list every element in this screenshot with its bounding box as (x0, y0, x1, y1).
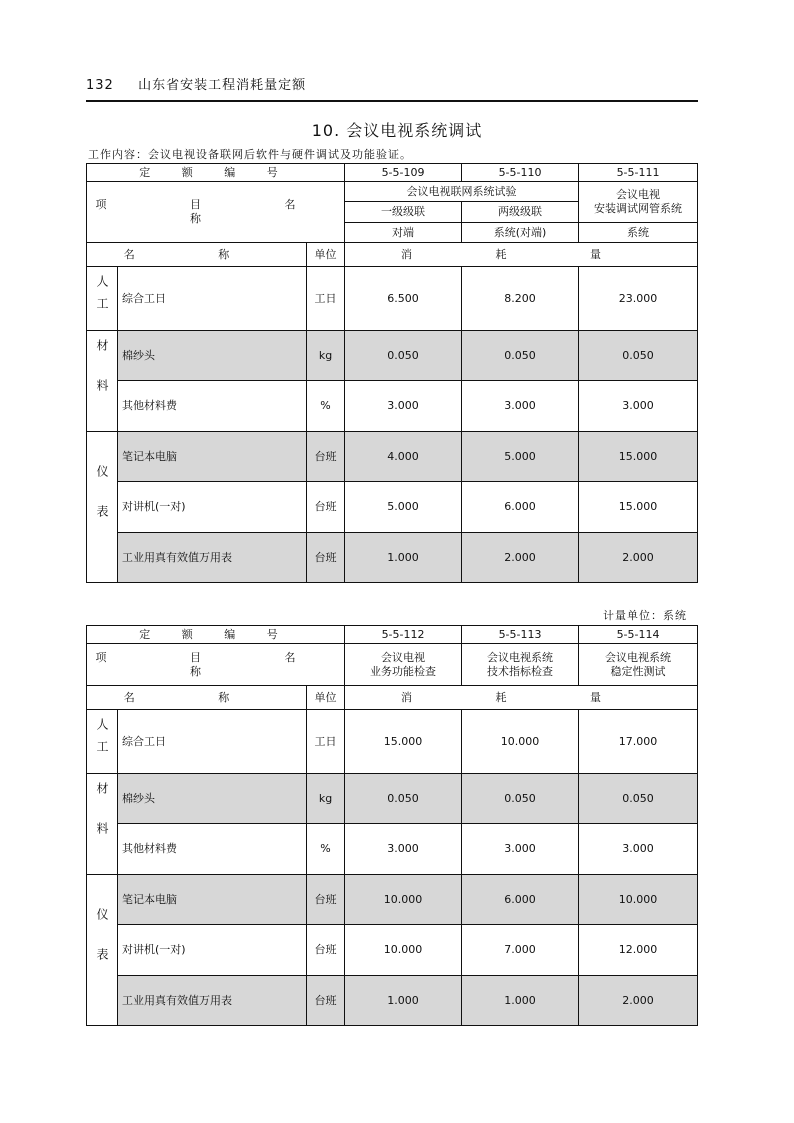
value-cell: 17.000 (579, 710, 698, 774)
item-name: 一级级联 (345, 202, 462, 223)
value-cell: 8.200 (462, 267, 579, 331)
value-cell: 3.000 (579, 381, 698, 432)
item-name: 会议电视 安装调试网管系统 (579, 182, 698, 223)
table-row (87, 976, 698, 1026)
resource-unit: kg (307, 774, 345, 824)
group-label-material: 材料 (95, 782, 109, 862)
item-name: 两级级联 (462, 202, 579, 223)
table-row (87, 774, 698, 824)
value-cell: 6.500 (345, 267, 462, 331)
table-row (87, 824, 698, 875)
item-unit: 系统 (579, 223, 698, 243)
value-cell: 10.000 (345, 925, 462, 976)
unit-label: 单位 (307, 243, 345, 267)
value-cell: 12.000 (579, 925, 698, 976)
item-unit: 系统(对端) (462, 223, 579, 243)
value-cell: 3.000 (579, 824, 698, 875)
resource-name: 工业用真有效值万用表 (118, 533, 307, 583)
page-header (86, 74, 698, 101)
table-row (87, 482, 698, 533)
page-number: 132 (86, 78, 114, 93)
value-cell: 0.050 (462, 774, 579, 824)
resource-name: 综合工日 (118, 710, 307, 774)
value-cell: 15.000 (579, 482, 698, 533)
resource-name: 笔记本电脑 (118, 432, 307, 482)
table-row (87, 267, 698, 331)
group-header: 会议电视联网系统试验 (345, 182, 579, 202)
table-row (87, 710, 698, 774)
consumption-label: 消 耗 量 (345, 686, 698, 710)
item-name-label: 项 目 名 称 (87, 182, 345, 243)
resource-name: 棉纱头 (118, 774, 307, 824)
value-cell: 1.000 (345, 976, 462, 1026)
table-row (87, 432, 698, 482)
value-cell: 1.000 (345, 533, 462, 583)
value-cell: 6.000 (462, 875, 579, 925)
table-row (87, 533, 698, 583)
value-cell: 0.050 (462, 331, 579, 381)
value-cell: 2.000 (579, 533, 698, 583)
resource-name: 对讲机(一对) (118, 925, 307, 976)
group-label-labor: 人工 (95, 717, 109, 762)
header-rule (86, 100, 698, 102)
resource-unit: 台班 (307, 482, 345, 533)
quota-code: 5-5-114 (579, 626, 698, 644)
value-cell: 0.050 (345, 331, 462, 381)
value-cell: 6.000 (462, 482, 579, 533)
resource-name: 综合工日 (118, 267, 307, 331)
table-row (87, 925, 698, 976)
value-cell: 0.050 (345, 774, 462, 824)
name-label: 名 称 (87, 243, 307, 267)
item-unit: 对端 (345, 223, 462, 243)
value-cell: 3.000 (345, 824, 462, 875)
value-cell: 3.000 (345, 381, 462, 432)
consumption-label: 消 耗 量 (345, 243, 698, 267)
group-label-instrument: 仪表 (95, 465, 109, 545)
item-name: 会议电视系统 稳定性测试 (579, 644, 698, 686)
item-name: 会议电视系统 技术指标检查 (462, 644, 579, 686)
group-label-material: 材料 (95, 339, 109, 419)
quota-code: 5-5-110 (462, 164, 579, 182)
quota-code: 5-5-111 (579, 164, 698, 182)
group-label-labor: 人工 (95, 274, 109, 319)
value-cell: 7.000 (462, 925, 579, 976)
resource-name: 其他材料费 (118, 381, 307, 432)
resource-unit: kg (307, 331, 345, 381)
group-label-instrument: 仪表 (95, 908, 109, 988)
resource-name: 工业用真有效值万用表 (118, 976, 307, 1026)
value-cell: 5.000 (462, 432, 579, 482)
value-cell: 15.000 (579, 432, 698, 482)
resource-unit: % (307, 824, 345, 875)
value-cell: 0.050 (579, 331, 698, 381)
value-cell: 10.000 (462, 710, 579, 774)
value-cell: 10.000 (579, 875, 698, 925)
book-title: 山东省安装工程消耗量定额 (138, 78, 307, 93)
unit-note: 计量单位：系统 (603, 609, 687, 622)
resource-name: 对讲机(一对) (118, 482, 307, 533)
quota-table-2 (86, 625, 698, 1026)
value-cell: 5.000 (345, 482, 462, 533)
resource-name: 棉纱头 (118, 331, 307, 381)
resource-name: 笔记本电脑 (118, 875, 307, 925)
item-name: 会议电视 业务功能检查 (345, 644, 462, 686)
quota-table-1 (86, 163, 698, 583)
value-cell: 2.000 (462, 533, 579, 583)
item-name-label: 项 目 名 称 (87, 644, 345, 686)
resource-unit: 台班 (307, 976, 345, 1026)
table-row (87, 381, 698, 432)
resource-unit: % (307, 381, 345, 432)
value-cell: 4.000 (345, 432, 462, 482)
resource-unit: 台班 (307, 875, 345, 925)
resource-unit: 台班 (307, 925, 345, 976)
value-cell: 10.000 (345, 875, 462, 925)
quota-code-label: 定 额 编 号 (87, 164, 345, 182)
table-row (87, 875, 698, 925)
quota-code: 5-5-113 (462, 626, 579, 644)
value-cell: 15.000 (345, 710, 462, 774)
quota-code: 5-5-109 (345, 164, 462, 182)
value-cell: 0.050 (579, 774, 698, 824)
resource-unit: 工日 (307, 710, 345, 774)
quota-code: 5-5-112 (345, 626, 462, 644)
resource-unit: 工日 (307, 267, 345, 331)
resource-unit: 台班 (307, 533, 345, 583)
value-cell: 3.000 (462, 381, 579, 432)
value-cell: 1.000 (462, 976, 579, 1026)
quota-code-label: 定 额 编 号 (87, 626, 345, 644)
table-row (87, 331, 698, 381)
work-content: 工作内容：会议电视设备联网后软件与硬件调试及功能验证。 (88, 148, 412, 161)
resource-unit: 台班 (307, 432, 345, 482)
resource-name: 其他材料费 (118, 824, 307, 875)
value-cell: 3.000 (462, 824, 579, 875)
value-cell: 23.000 (579, 267, 698, 331)
section-title: 10. 会议电视系统调试 (311, 121, 483, 140)
unit-label: 单位 (307, 686, 345, 710)
value-cell: 2.000 (579, 976, 698, 1026)
name-label: 名 称 (87, 686, 307, 710)
